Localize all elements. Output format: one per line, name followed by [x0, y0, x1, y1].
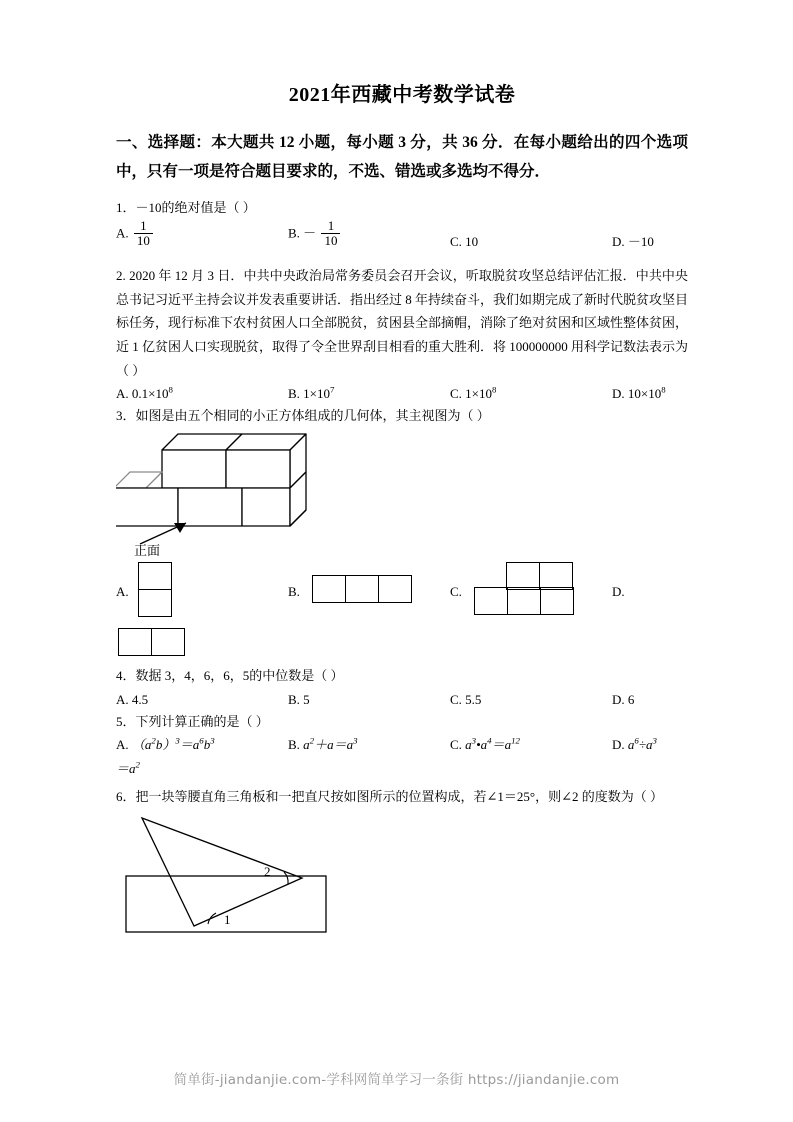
option-3-b-label: B.	[288, 583, 300, 599]
option-4-d[interactable]: D. 6	[612, 691, 635, 707]
question-2-options	[116, 382, 688, 402]
question-1-stem: 1．－10的绝对值是（ ）	[116, 200, 256, 216]
option-3-b-grid[interactable]	[312, 575, 412, 603]
option-4-b[interactable]: B. 5	[288, 691, 310, 707]
question-5-stem: 5．下列计算正确的是（ ）	[116, 713, 269, 729]
option-2-d-label: D. 10×10	[612, 386, 662, 402]
option-5-c[interactable]	[450, 733, 520, 756]
question-6-stem: 6．把一块等腰直角三角板和一把直尺按如图所示的位置构成，若∠1＝25°，则∠2 的度数为（ ）	[116, 788, 663, 804]
question-1-options	[116, 220, 688, 262]
fraction-1-a-denominator: 10	[136, 232, 150, 248]
page-title: 2021年西藏中考数学试卷	[288, 84, 516, 106]
option-5-c-expr: $a^3•a^4=a^{12}$	[465, 735, 520, 753]
question-3	[116, 404, 688, 660]
option-2-a[interactable]	[116, 382, 173, 405]
question-5	[116, 710, 688, 781]
option-5-b-label: B.	[288, 737, 300, 753]
option-2-b-exponent: 7	[330, 384, 335, 395]
question-5-options	[116, 733, 688, 757]
option-3-c-grid-top[interactable]	[506, 562, 573, 590]
option-5-d-expr: $a^6\div a^3$	[627, 735, 657, 753]
question-4-options	[116, 688, 688, 708]
option-2-a-label: A. 0.1×10	[116, 386, 169, 402]
question-6-figure	[116, 814, 688, 944]
front-view-arrow	[116, 428, 376, 546]
option-1-c[interactable]: C. 10	[450, 234, 479, 249]
option-2-d[interactable]	[612, 382, 666, 405]
question-1	[116, 196, 688, 262]
option-1-b-label: B.	[288, 225, 300, 241]
option-3-c-grid-bottom[interactable]	[474, 587, 574, 615]
section-heading: 一、选择题：本大题共 12 小题，每小题 3 分，共 36 分．在每小题给出的四个选项中，只有一项是符合题目要求的，不选、错选或多选均不得分．	[116, 134, 688, 180]
question-3-figure	[116, 428, 688, 558]
option-2-c-label: C. 1×10	[450, 386, 493, 402]
option-5-b-expr: $a^2+a=a^3$	[303, 735, 358, 753]
option-2-a-exponent: 8	[168, 384, 173, 395]
angle-1-label: 1	[224, 912, 231, 928]
option-3-a-label: A.	[116, 583, 129, 599]
option-5-a[interactable]	[116, 733, 215, 756]
option-3-d-grid[interactable]	[118, 628, 185, 656]
option-2-c-exponent: 8	[492, 384, 497, 395]
option-5-d-continuation: $=a^2$	[116, 759, 140, 777]
option-2-b[interactable]	[288, 382, 334, 405]
question-3-stem: 3．如图是由五个相同的小正方体组成的几何体，其主视图为（ ）	[116, 408, 490, 424]
option-1-b-sign: －	[303, 225, 317, 241]
option-1-a-label: A.	[116, 225, 129, 241]
option-3-a-grid[interactable]	[138, 562, 172, 617]
option-5-d-label: D.	[612, 737, 625, 753]
question-2-stem: 2. 2020 年 12 月 3 日．中共中央政治局常务委员会召开会议，听取脱贫攻坚总结评估汇报．中共中央总书记习近平主持会议并发表重要讲话．指出经过 8 年持续奋斗，我们如期完成了新时代脱贫攻坚目标任务，现行标准下农村贫困人口全部脱贫，贫困县全部摘帽，消除了绝对贫困和区域性整体贫困，近 1 亿贫困人口实现脱贫，取得了令全世界刮目相看的重大胜利．将 100000000 用科学记数法表示为（ ）	[116, 268, 689, 378]
option-3-c-label: C.	[450, 583, 462, 599]
fraction-1-b-denominator: 10	[324, 232, 338, 248]
triangle-ruler-diagram	[116, 814, 376, 944]
front-view-label: 正面	[134, 542, 161, 558]
question-2	[116, 264, 688, 402]
option-4-a[interactable]: A. 4.5	[116, 691, 149, 707]
option-1-d[interactable]: D. －10	[612, 234, 654, 249]
fraction-1-a	[134, 219, 153, 248]
fraction-1-a-numerator: 1	[134, 219, 153, 234]
option-4-c[interactable]: C. 5.5	[450, 691, 482, 707]
option-5-b[interactable]	[288, 733, 358, 756]
option-1-a[interactable]	[116, 220, 155, 249]
fraction-1-b-numerator: 1	[321, 219, 340, 234]
question-3-options	[116, 560, 688, 660]
watermark: 简单街-jiandanjie.com-学科网简单学习一条街 https://jiandanjie.com	[173, 1072, 620, 1088]
question-6	[116, 785, 688, 945]
option-3-d-label: D.	[612, 583, 625, 599]
fraction-1-b	[321, 219, 340, 248]
question-4-stem: 4．数据 3，4，6，6，5的中位数是（ ）	[116, 667, 344, 683]
question-4	[116, 664, 688, 708]
option-2-b-label: B. 1×10	[288, 386, 331, 402]
option-2-d-exponent: 8	[661, 384, 666, 395]
option-5-c-label: C.	[450, 737, 462, 753]
option-5-a-expr: $(a^2b)^3=a^6b^3$	[131, 735, 215, 753]
option-5-d[interactable]	[612, 733, 657, 756]
page-content	[116, 78, 688, 946]
angle-2-label: 2	[264, 864, 271, 880]
option-1-b[interactable]	[288, 220, 342, 249]
option-5-a-label: A.	[116, 737, 129, 753]
option-2-c[interactable]	[450, 382, 496, 405]
